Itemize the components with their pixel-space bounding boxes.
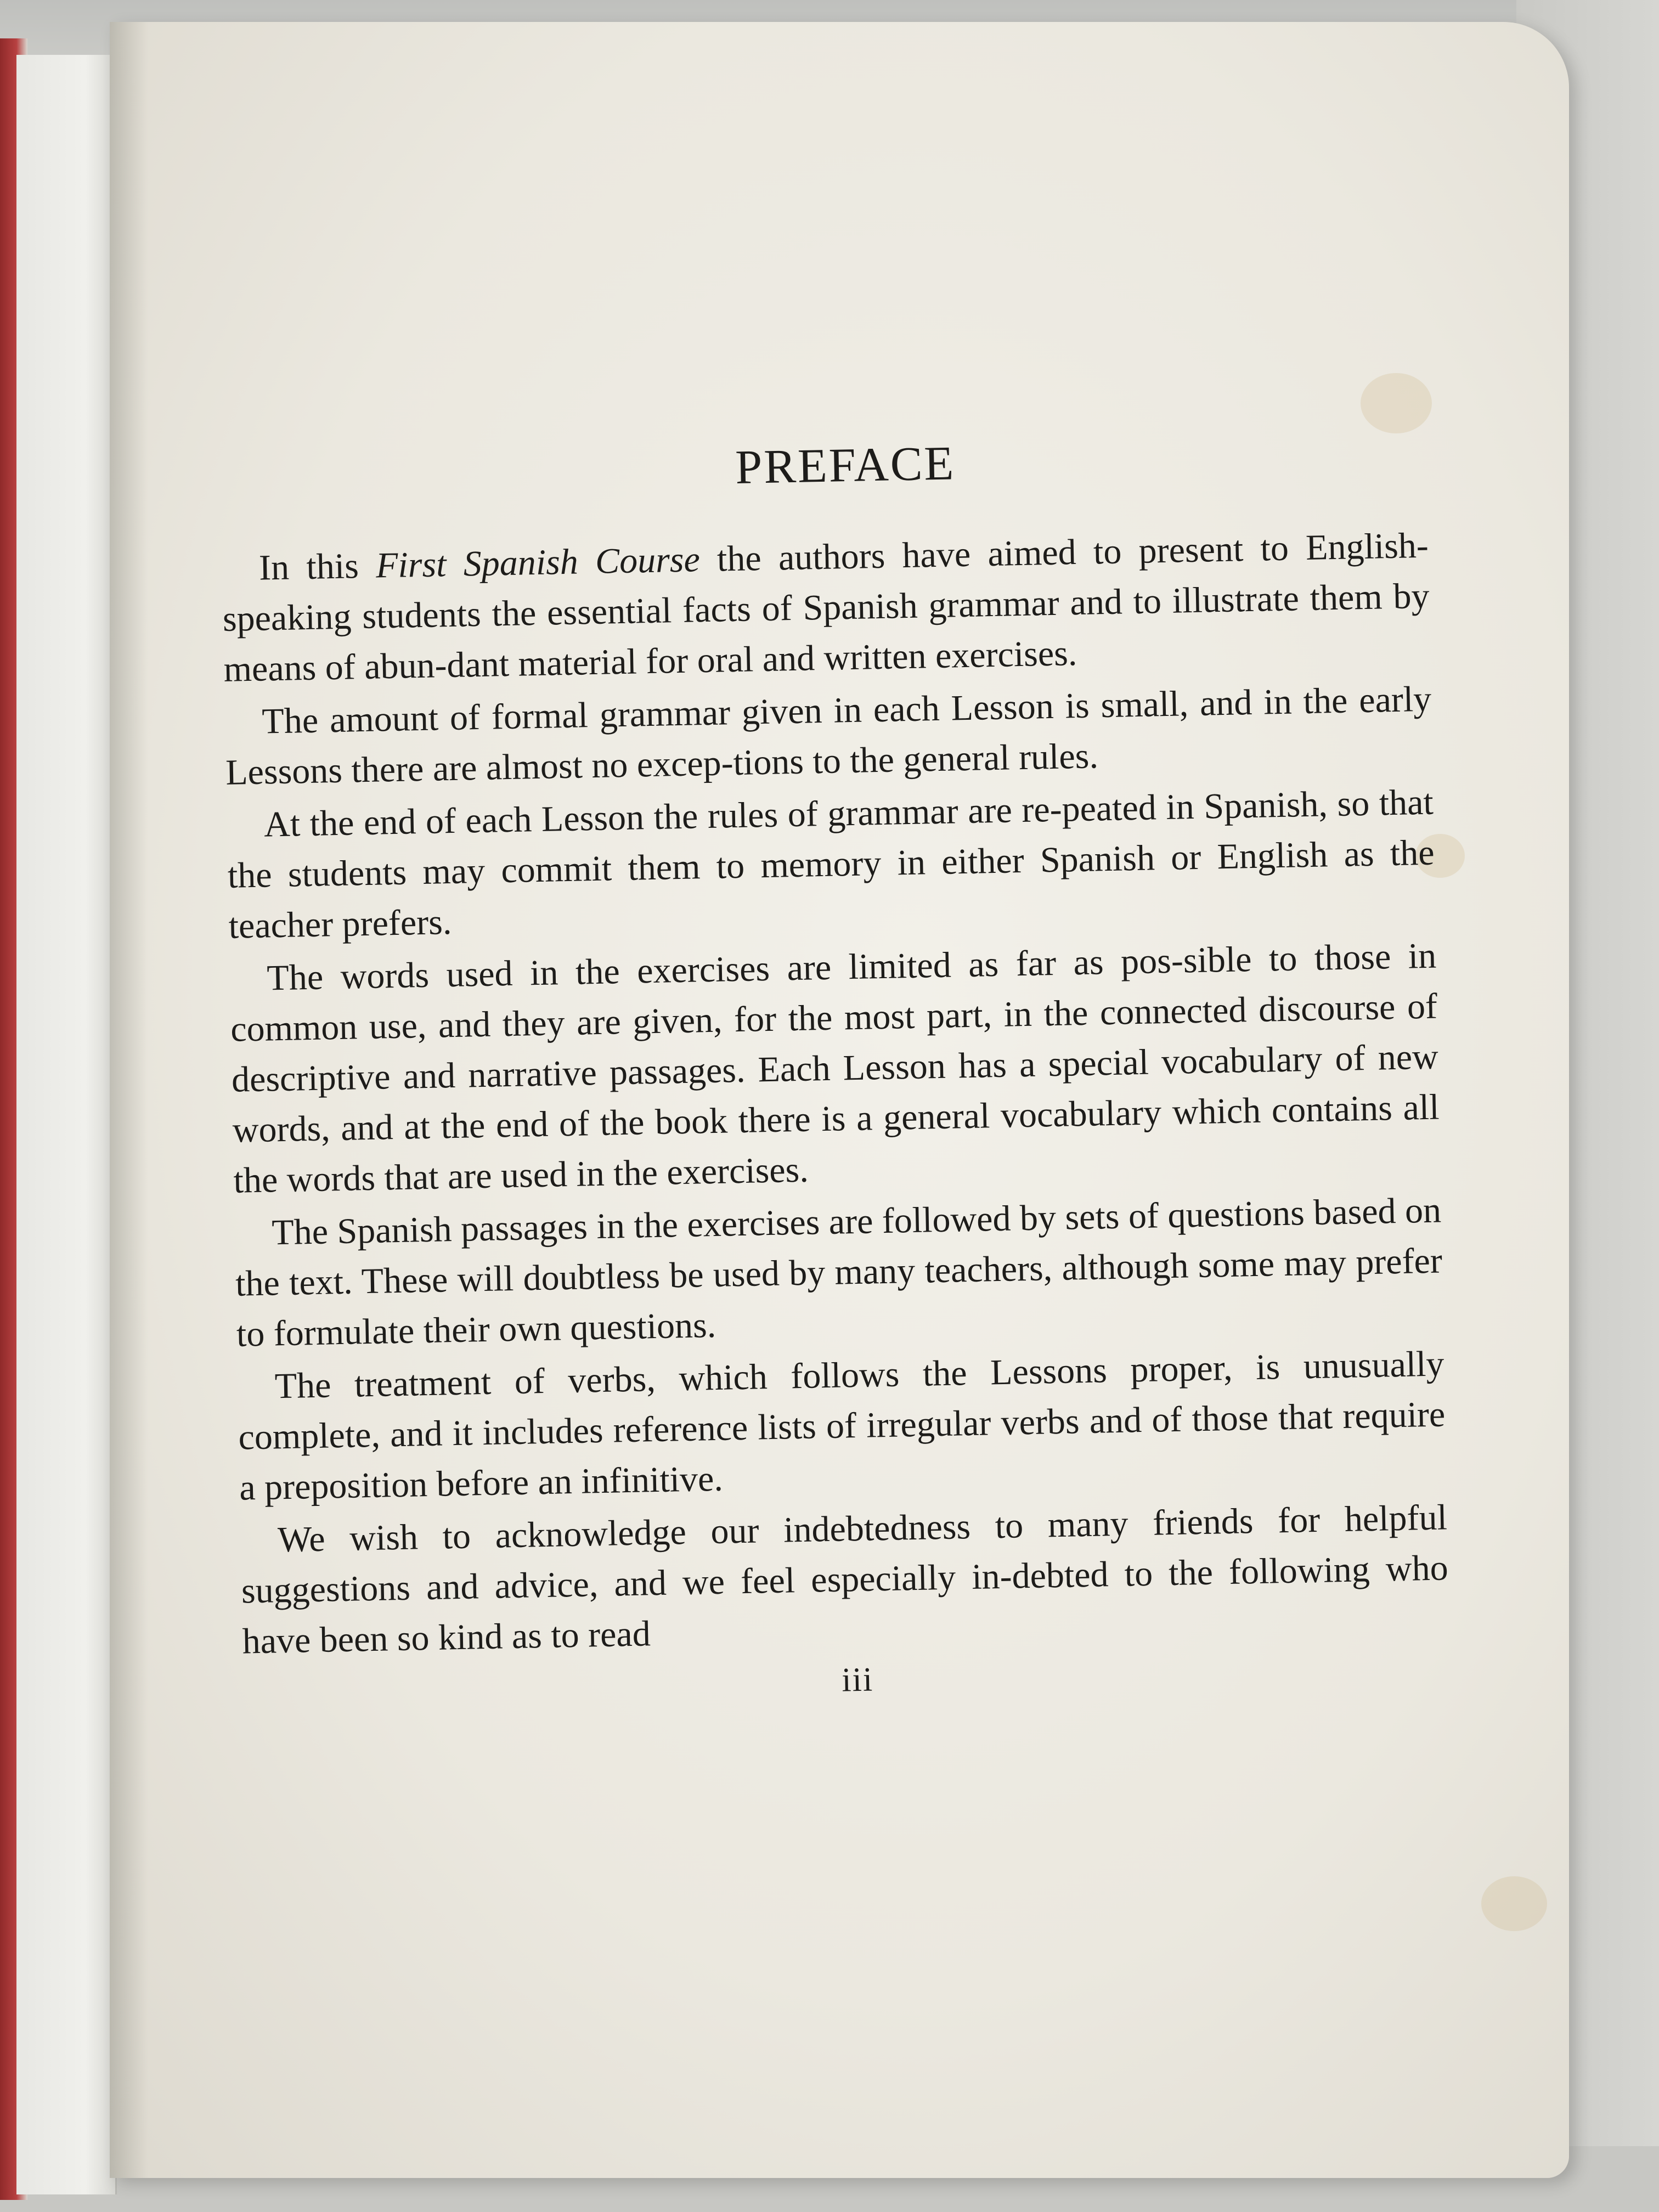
paragraph-1-after: the authors have aimed to present to English-speaking students the essential facts of Spanish grammar and to illustrate them by means of abun-dant material for oral and written exercises. — [222, 525, 1430, 690]
left-page-edge — [16, 55, 117, 2194]
paragraph-1-before: In this — [258, 545, 376, 588]
paragraph-6: The treatment of verbs, which follows the Lessons proper, is unusually complete, and it includes reference lists of irregular verbs and of those that require a preposition before an infinitive. — [238, 1344, 1446, 1508]
paragraph-3: At the end of each Lesson the rules of grammar are re-peated in Spanish, so that the students may commit them to memory in either Spanish or English as the teacher prefers. — [227, 782, 1435, 946]
page-stain — [1481, 1876, 1547, 1931]
book-page — [110, 22, 1569, 2178]
page-number: iii — [841, 1661, 874, 1699]
page-stain — [1361, 373, 1432, 433]
paragraph-5: The Spanish passages in the exercises are followed by sets of questions based on the text. These will doubtless be used by many teachers, although some may prefer to formulate their own questions. — [235, 1190, 1443, 1355]
paragraph-7: We wish to acknowledge our indebtedness to many friends for helpful suggestions and advice, and we feel especially in-debted to the following who have been so kind as to read — [241, 1497, 1449, 1662]
page-title: PREFACE — [735, 437, 956, 494]
book-title-italic: First Spanish Course — [375, 539, 701, 586]
paragraph-2: The amount of formal grammar given in each Lesson is small, and in the early Lessons there are almost no excep-tions to the general rules. — [225, 679, 1432, 793]
paragraph-4: The words used in the exercises are limited as far as pos-sible to those in common use, and they are given, for the most part, in the connected discourse of descriptive and narrative passages. Each Lesson has a special vocabulary of new words, and at the end of the book there is a general vocabulary which contains all the words that are used in the exercises. — [230, 935, 1440, 1201]
preface-text — [219, 427, 1451, 1712]
paragraph-1 — [221, 521, 1431, 695]
gutter-shadow — [110, 22, 148, 2178]
